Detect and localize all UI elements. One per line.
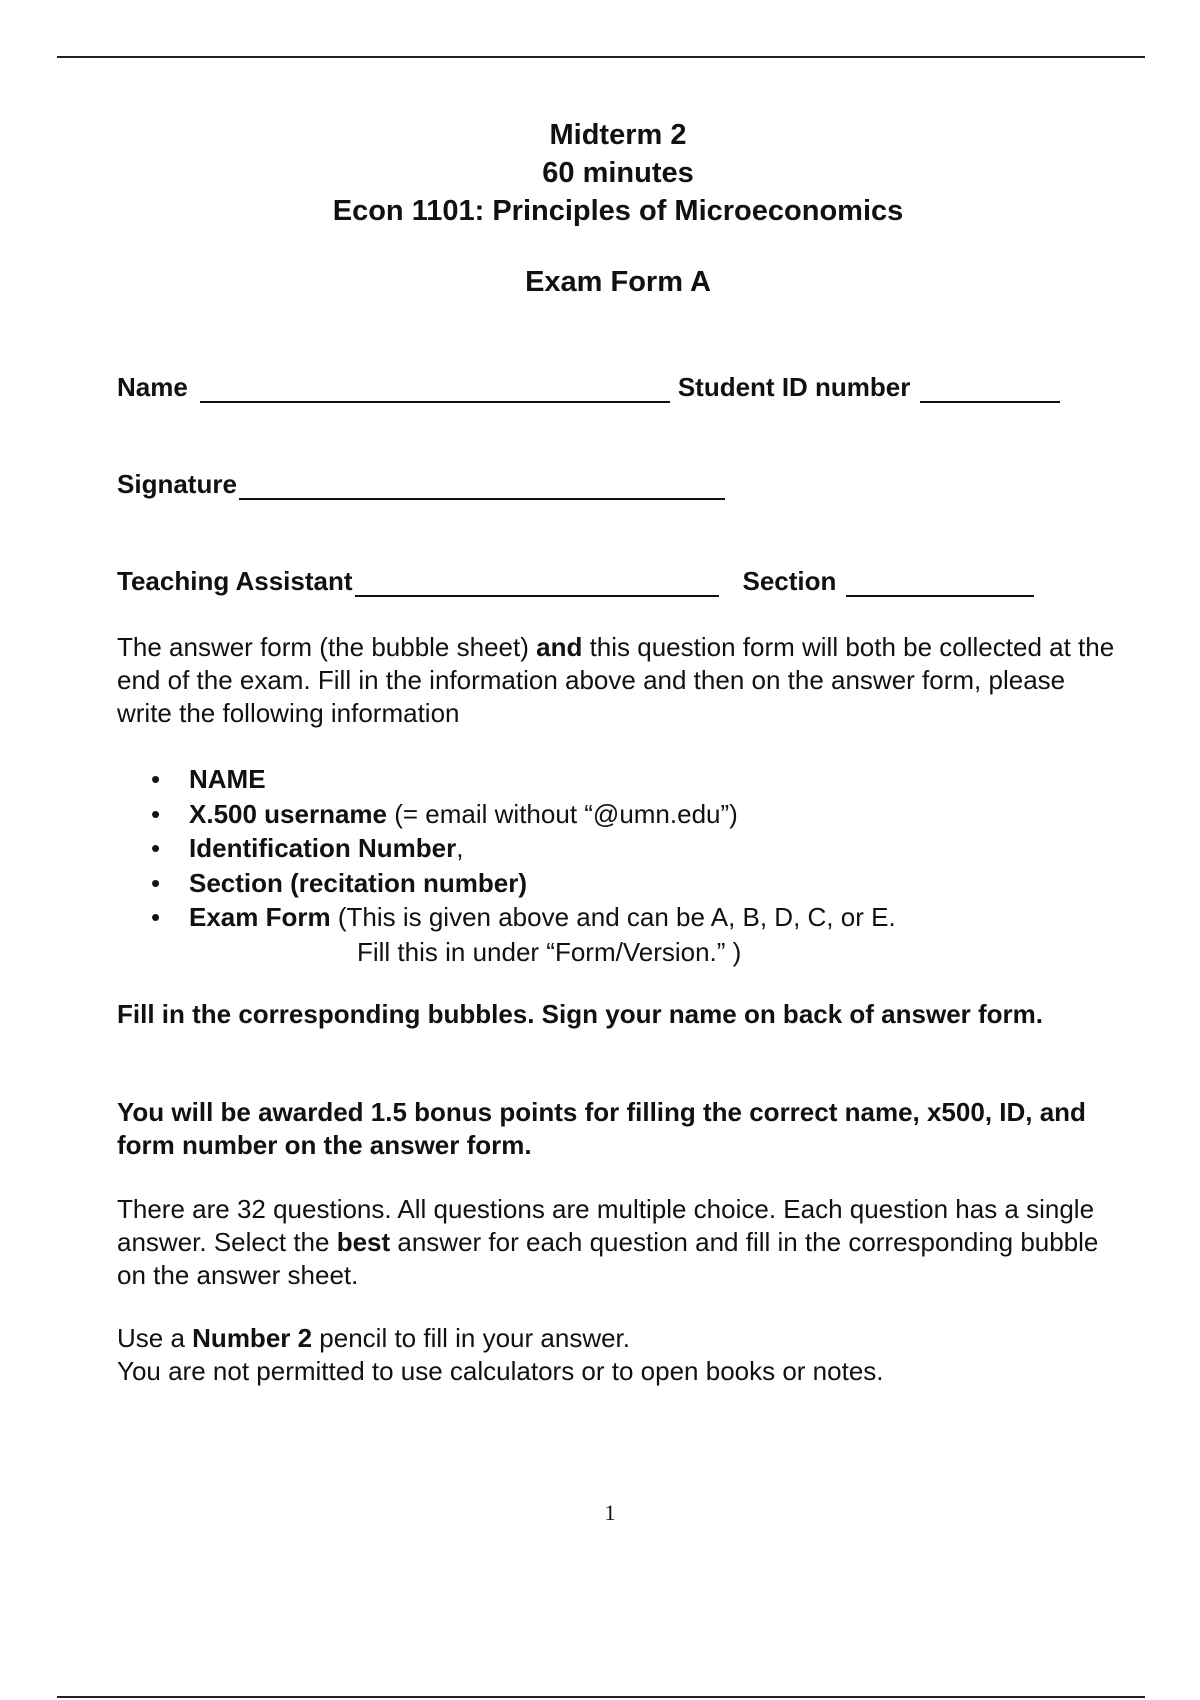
signature-label: Signature <box>117 469 237 499</box>
student-id-field[interactable] <box>920 377 1060 403</box>
questions-text-bold: best <box>336 1227 391 1257</box>
intro-paragraph <box>117 631 1127 730</box>
item-x500-text: (= email without “@umn.edu”) <box>387 798 738 829</box>
questions-instruction <box>117 1193 1127 1292</box>
bonus-instruction: You will be awarded 1.5 bonus points for filling the correct name, x500, ID, and form number on the answer form. <box>117 1097 1086 1160</box>
page-number: 1 <box>604 1500 616 1525</box>
name-id-row <box>117 372 1060 403</box>
bottom-rule <box>57 1696 1145 1698</box>
ta-label: Teaching Assistant <box>117 566 353 596</box>
item-form-continuation: Fill this in under “Form/Version.” ) <box>357 936 742 967</box>
list-item <box>117 831 896 866</box>
item-section-label: Section (recitation number) <box>189 867 528 898</box>
exam-title: Midterm 2 <box>549 119 687 151</box>
name-label: Name <box>117 372 188 402</box>
top-rule <box>57 56 1145 58</box>
pencil-text-bold: Number 2 <box>192 1323 313 1353</box>
item-form-label: Exam Form <box>189 902 331 932</box>
item-x500-label: X.500 username <box>189 798 388 829</box>
signature-field[interactable] <box>239 474 725 500</box>
ta-section-row <box>117 566 1034 597</box>
section-label: Section <box>742 566 837 596</box>
intro-text-bold: and <box>536 632 583 662</box>
student-id-label: Student ID number <box>677 372 911 402</box>
section-field[interactable] <box>846 571 1034 597</box>
course-title: Econ 1101: Principles of Microeconomics <box>332 195 904 227</box>
list-item <box>117 797 896 832</box>
item-id-label: Identification Number <box>189 833 457 863</box>
exam-title-block <box>0 116 1200 230</box>
item-id-text: , <box>456 833 464 863</box>
list-item <box>117 900 896 969</box>
intro-text-2: this question form will both be collected at the end of the exam. Fill in the information above and then on the answer form, please write the following information <box>117 632 1115 728</box>
intro-text-1: The answer form (the bubble sheet) <box>117 632 537 662</box>
list-item <box>117 762 896 797</box>
signature-row <box>117 469 725 500</box>
questions-text-1: There are 32 questions. All questions are multiple choice. Each question has a single answer. Select the <box>117 1194 1095 1257</box>
pencil-instruction <box>117 1322 1127 1388</box>
info-list <box>117 762 896 969</box>
ta-field[interactable] <box>355 571 719 597</box>
pencil-text-2: pencil to fill in your answer. <box>312 1323 631 1353</box>
pencil-text-1: Use a <box>117 1323 193 1353</box>
item-form-text: (This is given above and can be A, B, D, C, or E. <box>330 902 896 932</box>
item-name-label: NAME <box>189 764 266 794</box>
exam-duration: 60 minutes <box>542 157 694 189</box>
questions-text-2: answer for each question and fill in the corresponding bubble on the answer sheet. <box>117 1227 1099 1290</box>
bubbles-instruction: Fill in the corresponding bubbles. Sign your name on back of answer form. <box>117 999 1044 1029</box>
list-item <box>117 866 896 901</box>
no-calculators-text: You are not permitted to use calculators or to open books or notes. <box>117 1356 884 1386</box>
exam-form-label: Exam Form A <box>525 266 711 298</box>
name-field[interactable] <box>200 377 670 403</box>
